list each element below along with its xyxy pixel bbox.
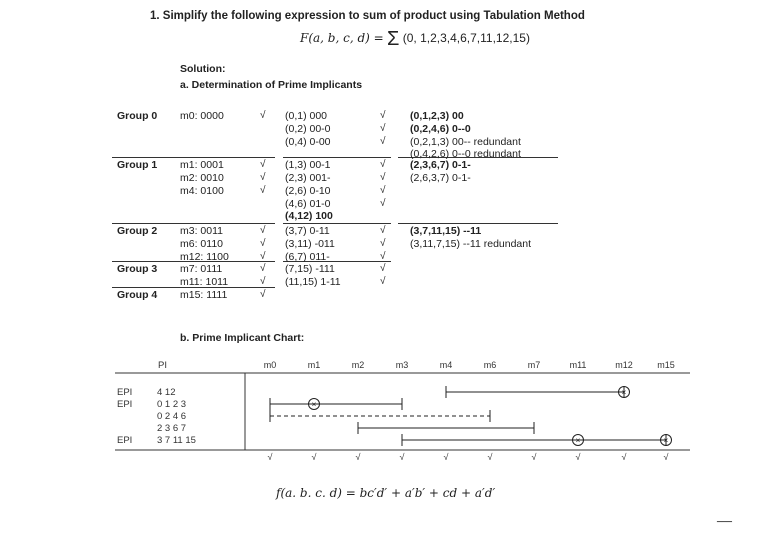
- column-check: √: [355, 452, 361, 462]
- minterm-column-header: m4: [439, 360, 453, 370]
- pi-row-label: 3 7 11 15: [157, 435, 196, 446]
- quad-row: (0,2,4,6) 0--0: [410, 123, 471, 135]
- pair-row: (3,7) 0-11 √: [285, 225, 386, 237]
- group-label: Group 0: [117, 110, 158, 122]
- essential-mark: ×: [663, 436, 669, 445]
- epi-tag: EPI: [117, 387, 133, 398]
- pi-header: PI: [158, 360, 167, 371]
- essential-mark: ×: [621, 388, 627, 397]
- essential-mark: ×: [575, 436, 581, 445]
- pair-row: (11,15) 1-11 √: [285, 276, 386, 288]
- pair-row: (2,3) 001- √: [285, 172, 386, 184]
- pair-row: (0,1) 000 √: [285, 110, 386, 122]
- section-a-heading: a. Determination of Prime Implicants: [180, 79, 363, 91]
- sigma-symbol: Σ: [387, 28, 400, 50]
- minterm-row: m7: 0111 √: [180, 263, 266, 275]
- group-label: Group 2: [117, 225, 158, 237]
- pair-row: (0,2) 00-0 √: [285, 123, 386, 135]
- pair-row: (3,11) -011 √: [285, 238, 386, 250]
- minterm-row: m0: 0000 √: [180, 110, 266, 122]
- minterm-row: m6: 0110 √: [180, 238, 266, 250]
- column-check: √: [399, 452, 405, 462]
- group-label: Group 3: [117, 263, 158, 275]
- pair-row: (4,12) 100: [285, 210, 333, 222]
- minterm-column-header: m0: [263, 360, 277, 370]
- minterm-column-header: m1: [307, 360, 321, 370]
- pair-row: (4,6) 01-0 √: [285, 198, 386, 210]
- final-expression: f(a. b. c. d) = bc′d′ + a′b′ + cd + a′d′: [276, 486, 496, 500]
- pair-row: (0,4) 0-00 √: [285, 136, 386, 148]
- column-check: √: [487, 452, 493, 462]
- pi-row-label: 0 2 4 6: [157, 411, 187, 422]
- group-label: Group 1: [117, 159, 158, 171]
- pair-row: (6,7) 011- √: [285, 251, 386, 263]
- quad-row: (0,2,1,3) 00-- redundant: [410, 136, 521, 148]
- pi-row-label: 2 3 6 7: [157, 423, 187, 434]
- minterm-row: m15: 1111 √: [180, 289, 266, 301]
- minterm-row: m4: 0100 √: [180, 185, 266, 197]
- quad-row: (3,7,11,15) --11: [410, 225, 482, 237]
- minterm-column-header: m3: [395, 360, 409, 370]
- formula-rhs: (0, 1,2,3,4,6,7,11,12,15): [402, 31, 530, 45]
- pair-row: (2,6) 0-10 √: [285, 185, 386, 197]
- quad-row: (3,11,7,15) --11 redundant: [410, 238, 532, 250]
- pair-row: (1,3) 00-1 √: [285, 159, 386, 171]
- minterm-column-header: m15: [657, 360, 675, 370]
- minterm-row: m3: 0011 √: [180, 225, 266, 237]
- epi-tag: EPI: [117, 399, 133, 410]
- question-title: 1. Simplify the following expression to sum of product using Tabulation Method: [150, 10, 585, 22]
- minterm-column-header: m2: [351, 360, 365, 370]
- minterm-column-header: m7: [527, 360, 541, 370]
- epi-tag: EPI: [117, 435, 133, 446]
- minterm-row: m2: 0010 √: [180, 172, 266, 184]
- quad-row: (0,4,2,6) 0--0 redundant: [410, 148, 521, 160]
- group-label: Group 4: [117, 289, 158, 301]
- minterm-column-header: m6: [483, 360, 497, 370]
- pair-row: (7,15) -111 √: [285, 263, 386, 275]
- pi-row-label: 0 1 2 3: [157, 399, 187, 410]
- column-check: √: [443, 452, 449, 462]
- column-check: √: [663, 452, 669, 462]
- column-check: √: [575, 452, 581, 462]
- column-check: √: [267, 452, 273, 462]
- quad-row: (0,1,2,3) 00: [410, 110, 464, 122]
- page-mark: ___: [716, 512, 732, 522]
- solution-label: Solution:: [180, 63, 226, 75]
- pi-row-label: 4 12: [157, 387, 176, 398]
- column-check: √: [531, 452, 537, 462]
- formula-lhs: F(a, b, c, d) =: [300, 31, 384, 45]
- minterm-row: m11: 1011 √: [180, 276, 266, 288]
- minterm-row: m1: 0001 √: [180, 159, 266, 171]
- quad-row: (2,3,6,7) 0-1-: [410, 159, 471, 171]
- column-check: √: [311, 452, 317, 462]
- column-check: √: [621, 452, 627, 462]
- minterm-column-header: m11: [569, 360, 587, 370]
- essential-mark: ×: [311, 400, 317, 409]
- quad-row: (2,6,3,7) 0-1-: [410, 172, 471, 184]
- section-b-heading: b. Prime Implicant Chart:: [180, 332, 305, 344]
- minterm-column-header: m12: [615, 360, 633, 370]
- minterm-row: m12: 1100 √: [180, 251, 266, 263]
